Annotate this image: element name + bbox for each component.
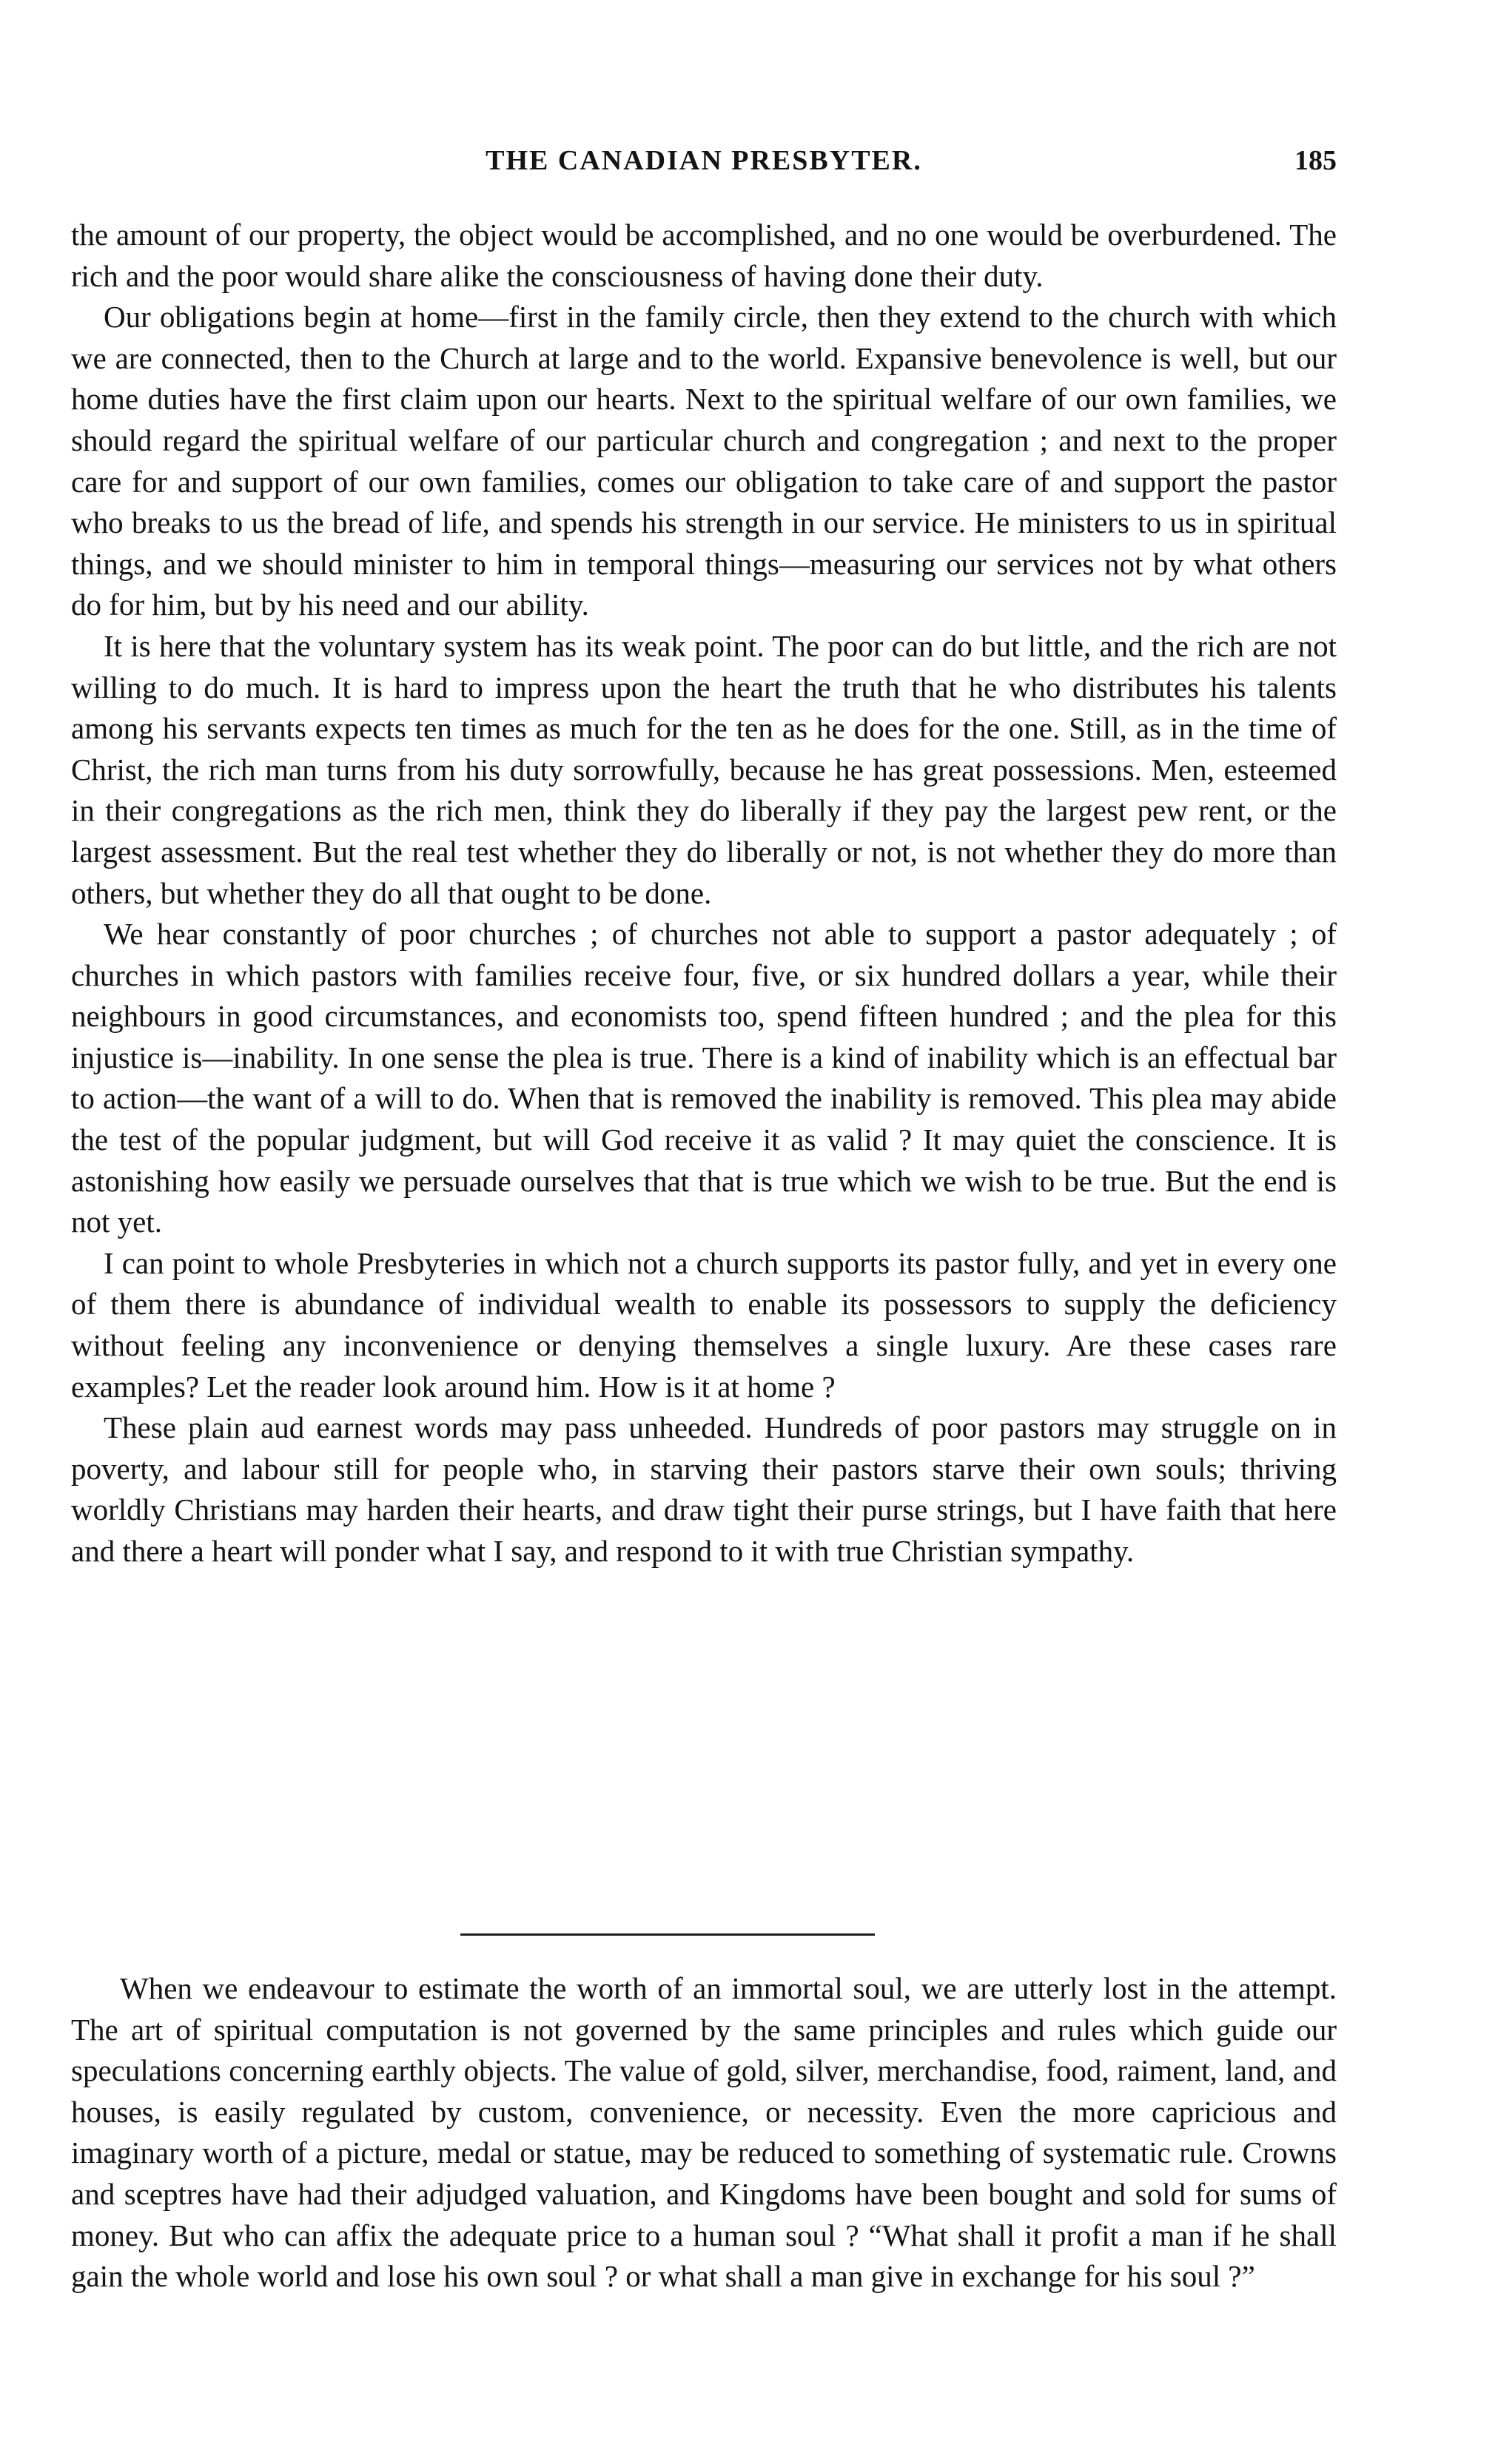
section-divider-rule [460,1933,875,1936]
paragraph-presbyteries: I can point to whole Presbyteries in which not a church supports its pastor fully, and yet in every one of them there is abundance of individual wealth to enable its possessors to supply the deficiency without feeling any inconvenience or denying themselves a single luxury. Are these cases rare examples? Let the reader look around him. How is it at home ? [71,1245,1337,1404]
article-body [71,215,1337,1572]
second-article-body [71,1968,1337,2298]
paragraph-continued: the amount of our property, the object would be accomplished, and no one would be overburdened. The rich and the poor would share alike the consciousness of having done their duty. [71,218,1337,293]
paragraph-voluntary-system: It is here that the voluntary system has its weak point. The poor can do but little, and the rich are not willing to do much. It is hard to impress upon the heart the truth that he who distributes his talents among his servants expects ten times as much for the ten as he does for the one. Still, as in the time of Christ, the rich man turns from his duty sorrowfully, because he has great possessions. Men, esteemed in their congregations as the rich men, think they do liberally if they pay the largest pew rent, or the largest assessment. But the real test whether they do liberally or not, is not whether they do more than others, but whether they do all that ought to be done. [71,628,1337,910]
running-title: THE CANADIAN PRESBYTER. [486,145,922,176]
paragraph-worth-of-soul: When we endeavour to estimate the worth of an immortal soul, we are utterly lost in the attempt. The art of spiritual computation is not governed by the same principles and rules which guide our speculations concerning earthly objects. The value of gold, silver, merchandise, food, raiment, land, and houses, is easily regulated by custom, convenience, or necessity. Even the more capricious and imaginary worth of a picture, medal or statue, may be reduced to something of systematic rule. Crowns and sceptres have had their adjudged valuation, and Kingdoms have been bought and sold for sums of money. But who can affix the adequate price to a human soul ? “What shall it profit a man if he shall gain the whole world and lose his own soul ? or what shall a man give in exchange for his soul ?” [71,1971,1337,2294]
paragraph-closing: These plain aud earnest words may pass unheeded. Hundreds of poor pastors may struggle on in poverty, and labour still for people who, in starving their pastors starve their own souls; thriving worldly Christians may harden their hearts, and draw tight their purse strings, but I have faith that here and there a heart will ponder what I say, and respond to it with true Christian sympathy. [71,1410,1337,1568]
page-number: 185 [1294,145,1337,176]
paragraph-poor-churches: We hear constantly of poor churches ; of churches not able to support a pastor adequately ; of churches in which pastors with families receive four, five, or six hundred dollars a year, while their neighbours in good circumstances, and economists too, spend fifteen hundred ; and the plea for this injustice is—inability. In one sense the plea is true. There is a kind of inability which is an effectual bar to action—the want of a will to do. When that is removed the inability is removed. This plea may abide the test of the popular judgment, but will God receive it as valid ? It may quiet the conscience. It is astonishing how easily we persuade ourselves that that is true which we wish to be true. But the end is not yet. [71,917,1337,1239]
running-head [71,142,1337,179]
paragraph-obligations: Our obligations begin at home—first in the family circle, then they extend to the church with which we are connected, then to the Church at large and to the world. Expansive benevolence is well, but our home duties have the first claim upon our hearts. Next to the spiritual welfare of our own families, we should regard the spiritual welfare of our particular church and congregation ; and next to the proper care for and support of our own families, comes our obligation to take care of and support the pastor who breaks to us the bread of life, and spends his strength in our service. He ministers to us in spiritual things, and we should minister to him in temporal things—measuring our services not by what others do for him, but by his need and our ability. [71,300,1337,622]
